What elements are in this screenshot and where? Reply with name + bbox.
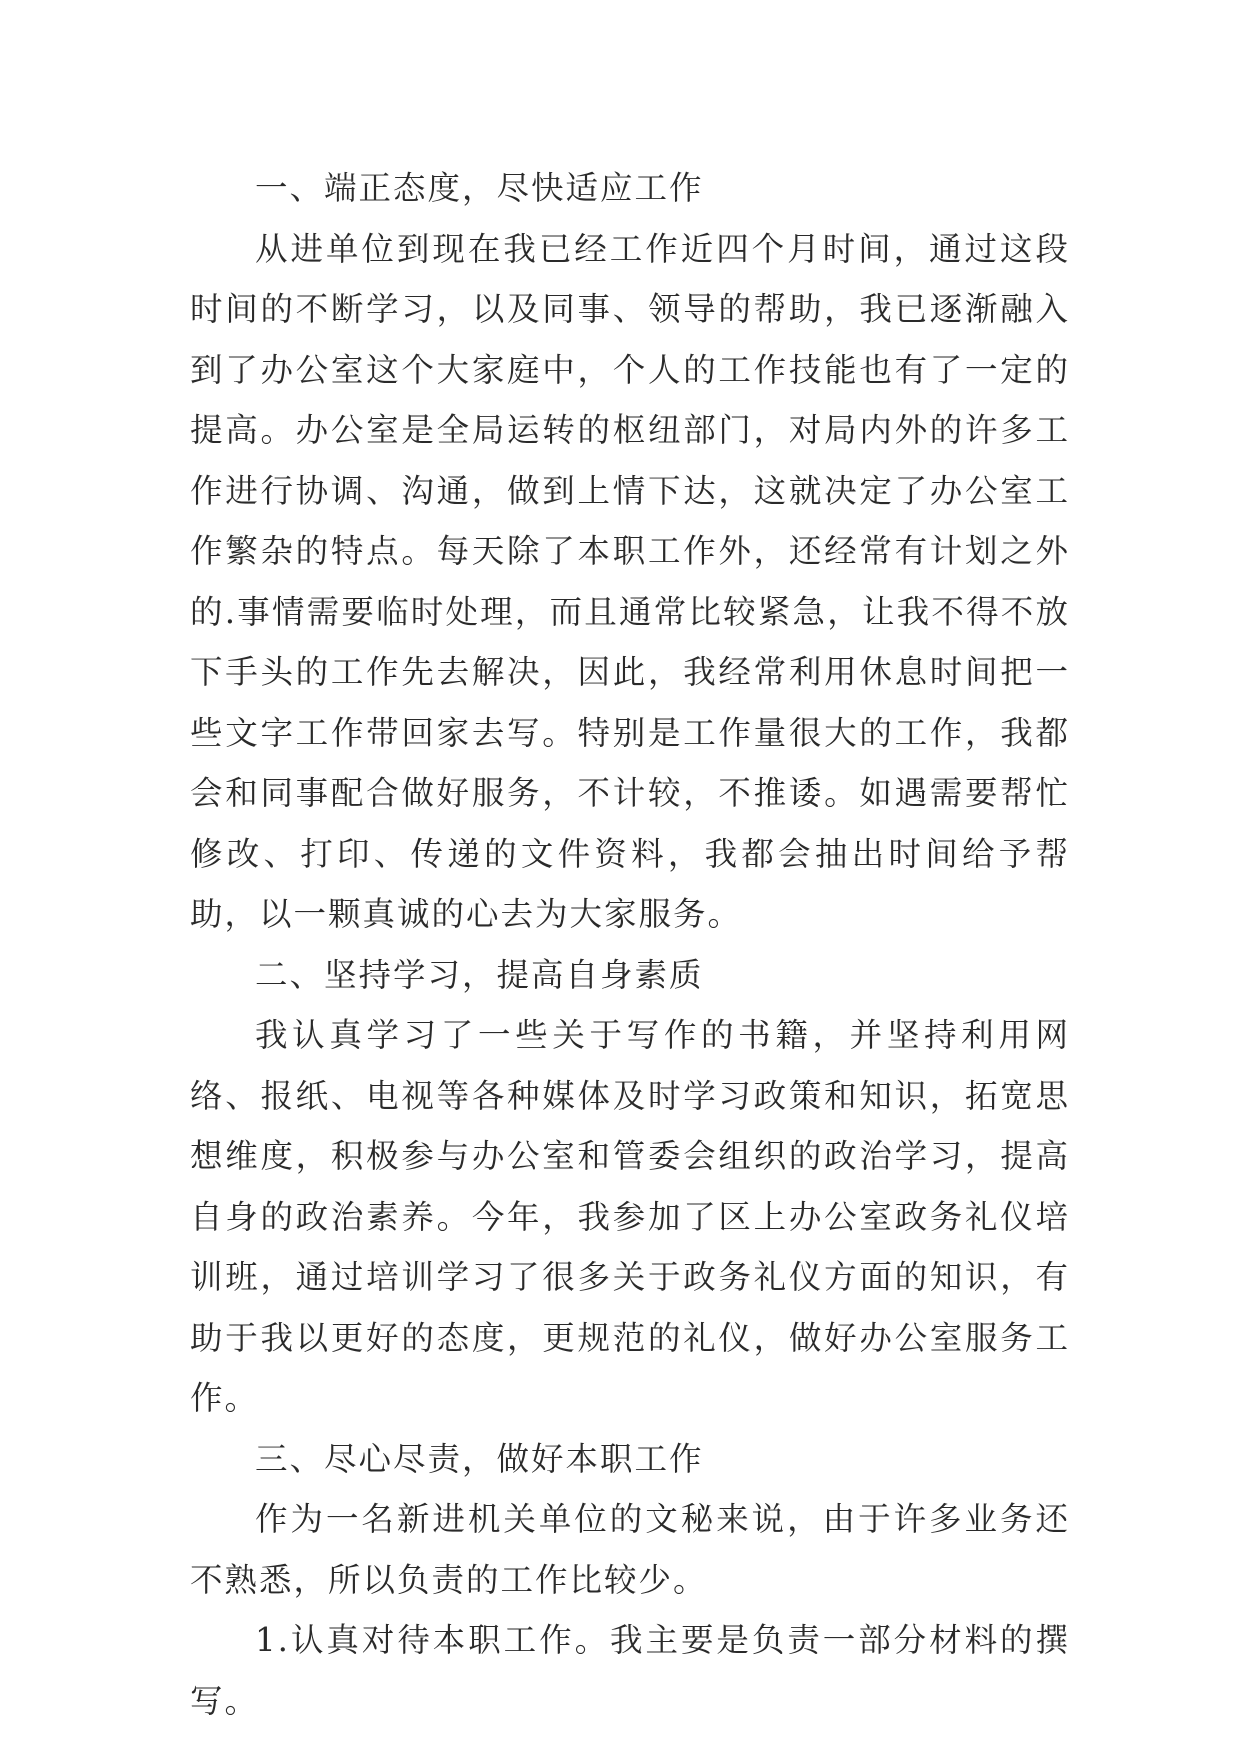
section-heading-2: 二、坚持学习，提高自身素质 [255,955,704,994]
paragraph-continuous-learning: 我认真学习了一些关于写作的书籍，并坚持利用网络、报纸、电视等各种媒体及时学习政策和知识，拓宽思想维度，积极参与办公室和管委会组织的政治学习，提高自身的政治素养。今年，我参加了区上办公室政务礼仪培训班，通过培训学习了很多关于政务礼仪方面的知识，有助于我以更好的态度，更规范的礼仪，做好办公室服务工作。 [190,1016,1070,1417]
list-item-1: 1.认真对待本职工作。我主要是负责一部分材料的撰写。 [190,1621,1070,1720]
paragraph-adapting-to-work: 从进单位到现在我已经工作近四个月时间，通过这段时间的不断学习，以及同事、领导的帮助，我已逐渐融入到了办公室这个大家庭中，个人的工作技能也有了一定的提高。办公室是全局运转的枢纽部门，对局内外的许多工作进行协调、沟通，做到上情下达，这就决定了办公室工作繁杂的特点。每天除了本职工作外，还经常有计划之外的.事情需要临时处理，而且通常比较紧急，让我不得不放下手头的工作先去解决，因此，我经常利用休息时间把一些文字工作带回家去写。特别是工作量很大的工作，我都会和同事配合做好服务，不计较，不推诿。如遇需要帮忙修改、打印、传递的文件资料，我都会抽出时间给予帮助，以一颗真诚的心去为大家服务。 [190,229,1070,933]
document-body [190,158,1070,1731]
section-heading-1: 一、端正态度，尽快适应工作 [255,169,704,207]
paragraph-duties-intro: 作为一名新进机关单位的文秘来说，由于许多业务还不熟悉，所以负责的工作比较少。 [190,1500,1070,1599]
section-heading-3: 三、尽心尽责，做好本职工作 [255,1439,704,1478]
